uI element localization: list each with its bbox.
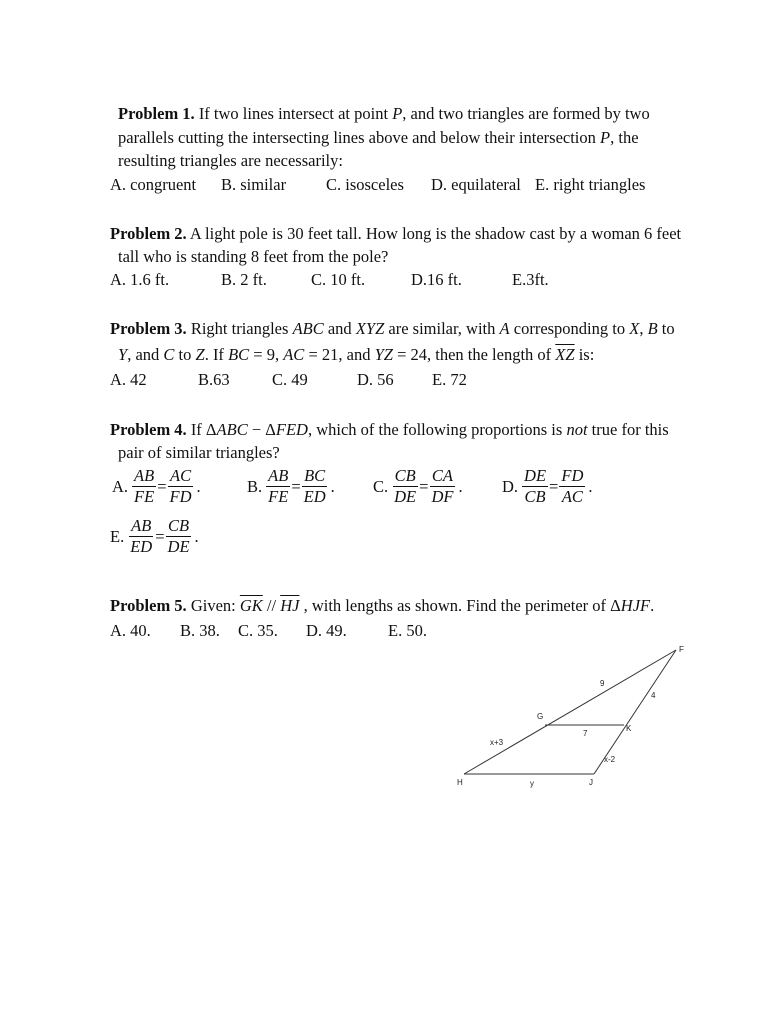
length-hg-label: x+3 [490, 738, 504, 747]
segment-gk: $\overline{GK}$ [239, 596, 263, 615]
problem-1-line-1: Problem 1. If two lines intersect at point P, and two triangles are formed by two [118, 104, 650, 123]
choice-d: D.16 ft. [411, 270, 462, 289]
point-j-label: J [589, 778, 593, 787]
length-gk-label: 7 [583, 729, 588, 738]
problem-3-line-1: Problem 3. Right triangles ABC and XYZ are similar, with A corresponding to X, B to [110, 319, 675, 338]
problem-4-line-1: Problem 4. If ΔABC − ΔFED, which of the following proportions is not true for this [110, 420, 669, 439]
point-k-label: K [626, 724, 632, 733]
length-gf-label: 9 [600, 679, 605, 688]
proportion-c: C. $\frac{CB}{DE}$ = $\frac{CA}{DF}$ . [373, 466, 463, 506]
problem-3-label: Problem 3. [110, 319, 187, 338]
problem-1-line-3: resulting triangles are necessarily: [118, 151, 343, 170]
fraction: $\frac{AB}{ED}$ [130, 516, 153, 556]
choice-a: A. 40. [110, 621, 151, 640]
problem-5-line-1: Problem 5. Given: $\overline{GK} // \overline{HJ}$ , with lengths as shown. Find the perimeter of ΔHJF. [110, 596, 655, 615]
choice-a: A. 42 [110, 370, 147, 389]
problem-4-line-2: pair of similar triangles? [118, 443, 280, 462]
problem-1-line-2: parallels cutting the intersecting lines above and below their intersection P, the [118, 128, 639, 147]
fraction: $\frac{AB}{FE}$ [268, 466, 289, 506]
choice-c: C. 10 ft. [311, 270, 366, 289]
problem-4-label: Problem 4. [110, 420, 187, 439]
proportion-d: D. $\frac{DE}{CB}$ = $\frac{FD}{AC}$ . [502, 466, 593, 506]
fraction: $\frac{BC}{ED}$ [303, 466, 326, 506]
proportion-b: B. $\frac{AB}{FE}$ = $\frac{BC}{ED}$ . [247, 466, 335, 506]
fraction: $\frac{CA}{DF}$ [431, 466, 454, 506]
choice-e: E. right triangles [535, 175, 646, 194]
choice-d: D. 49. [306, 621, 347, 640]
length-hj-label: y [530, 779, 534, 788]
choice-b: B. 38. [180, 621, 220, 640]
fraction: $\frac{AB}{FE}$ [134, 466, 155, 506]
proportion-e: E. $\frac{AB}{ED}$ = $\frac{CB}{DE}$ . [110, 516, 199, 556]
choice-c: C. isosceles [326, 175, 404, 194]
fraction: $\frac{CB}{DE}$ [167, 516, 190, 556]
point-f-label: F [679, 645, 684, 654]
fraction: $\frac{DE}{CB}$ [524, 466, 547, 506]
proportion-a: A. $\frac{AB}{FE}$ = $\frac{AC}{FD}$ . [112, 466, 201, 506]
choice-a: A. congruent [110, 175, 197, 194]
point-g-label: G [537, 712, 544, 721]
choice-d: D. equilateral [431, 175, 521, 194]
choice-b: B. similar [221, 175, 287, 194]
length-jk-label: x-2 [604, 755, 616, 764]
problem-5-label: Problem 5. [110, 596, 187, 615]
choice-b: B. 2 ft. [221, 270, 267, 289]
problem-3-line-2: Y, and C to Z. If BC = 9, AC = 21, and YZ = 24, then the length of $\overline{XZ}$ is: [118, 345, 595, 364]
fraction: $\frac{FD}{AC}$ [561, 466, 584, 506]
choice-e: E. 72 [432, 370, 467, 389]
point-h-label: H [457, 778, 463, 787]
choice-c: C. 49 [272, 370, 308, 389]
length-kf-label: 4 [651, 691, 656, 700]
segment-xz: $\overline{XZ}$ [555, 345, 575, 364]
problem-2-line-1: Problem 2. A light pole is 30 feet tall. How long is the shadow cast by a woman 6 feet [110, 224, 682, 243]
problem-1-label: Problem 1. [118, 104, 195, 123]
problem-2-label: Problem 2. [110, 224, 187, 243]
choice-e: E.3ft. [512, 270, 549, 289]
choice-c: C. 35. [238, 621, 278, 640]
segment-hf [464, 650, 676, 774]
segment-hj: $\overline{HJ}$ [280, 596, 300, 615]
problem-2-line-2: tall who is standing 8 feet from the pole? [118, 247, 389, 266]
choice-b: B.63 [198, 370, 230, 389]
fraction: $\frac{AC}{FD}$ [169, 466, 192, 506]
choice-d: D. 56 [357, 370, 394, 389]
choice-a: A. 1.6 ft. [110, 270, 170, 289]
fraction: $\frac{CB}{DE}$ [394, 466, 417, 506]
choice-e: E. 50. [388, 621, 427, 640]
